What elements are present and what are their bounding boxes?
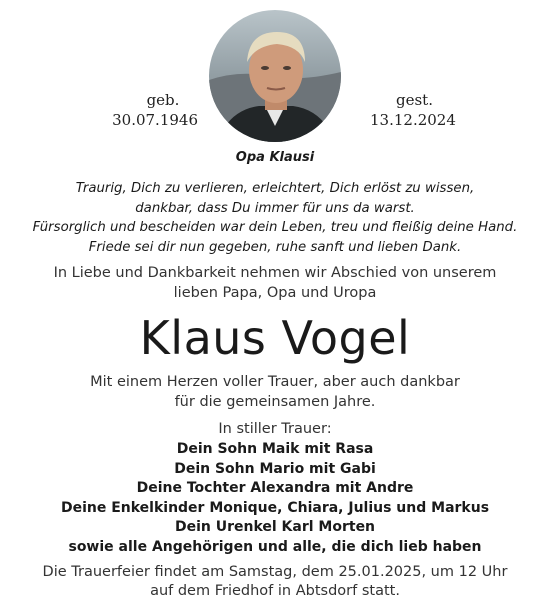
mourners-heading: In stiller Trauer: (218, 421, 332, 437)
mourners-list (0, 440, 550, 557)
funeral-line: auf dem Friedhof in Abtsdorf statt. (150, 583, 400, 599)
nickname: Opa Klausi (235, 150, 315, 165)
mourner-item: Dein Sohn Maik mit Rasa (176, 441, 374, 457)
intro-line: lieben Papa, Opa und Uropa (173, 284, 377, 301)
poem-line: Friede sei dir nun gegeben, ruhe sanft und lieben Dank. (88, 239, 462, 255)
sub-text (0, 373, 550, 412)
death-label: gest. (396, 91, 433, 109)
intro-line: In Liebe und Dankbarkeit nehmen wir Abschied von unserem (53, 265, 497, 281)
birth-info (98, 90, 198, 130)
deceased-name: Klaus Vogel (139, 311, 411, 365)
birth-date: 30.07.1946 (112, 111, 198, 129)
poem (0, 179, 550, 257)
portrait-image (209, 10, 341, 142)
sub-line: Mit einem Herzen voller Trauer, aber auch dankbar (90, 374, 460, 390)
mourner-item: Deine Tochter Alexandra mit Andre (136, 480, 414, 496)
death-date: 13.12.2024 (370, 111, 456, 129)
mourner-item: Deine Enkelkinder Monique, Chiara, Julius und Markus (60, 499, 490, 516)
death-info (370, 90, 470, 130)
funeral-info (0, 563, 550, 601)
mourner-item: Dein Sohn Mario mit Gabi (174, 460, 376, 477)
funeral-line: Die Trauerfeier findet am Samstag, dem 25.01.2025, um 12 Uhr (42, 564, 508, 580)
birth-label: geb. (146, 91, 180, 109)
poem-line: Traurig, Dich zu verlieren, erleichtert, Dich erlöst zu wissen, (75, 181, 475, 196)
mourner-item: Dein Urenkel Karl Morten (174, 519, 376, 535)
sub-line: für die gemeinsamen Jahre. (174, 393, 376, 410)
mourner-item: sowie alle Angehörigen und alle, die dich lieb haben (68, 538, 482, 555)
portrait-photo (209, 10, 341, 142)
intro-text (0, 264, 550, 303)
poem-line: Fürsorglich und bescheiden war dein Leben, treu und fleißig deine Hand. (32, 220, 518, 235)
poem-line: dankbar, dass Du immer für uns da warst. (135, 200, 415, 216)
